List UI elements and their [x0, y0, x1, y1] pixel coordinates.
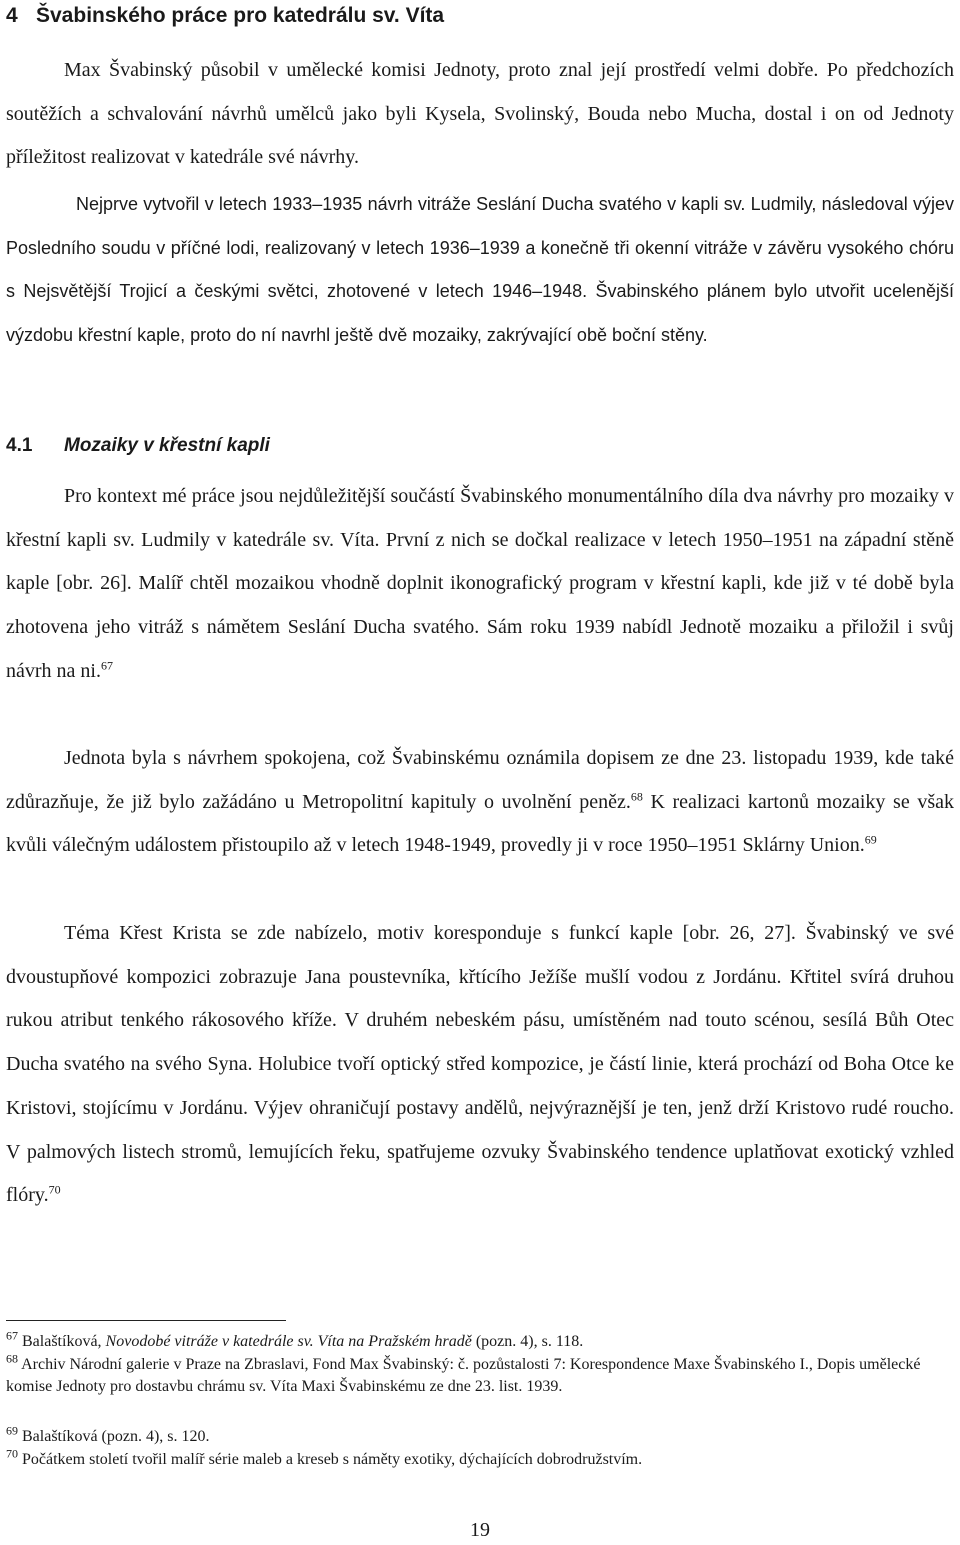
- paragraph-jednota: [6, 737, 954, 868]
- footnote-text: Počátkem století tvořil malíř série maleb a kreseb s náměty exotiky, dýchajících dobrodružstvím.: [18, 1451, 643, 1468]
- footnote-text: Archiv Národní galerie v Praze na Zbraslavi, Fond Max Švabinský: č. pozůstalosti 7: Korespondence Maxe Švabinského I., Dopis umělecké komise Jednoty pro dostavbu chrámu sv. Víta Maxi Švabinskému ze dne 23. list. 1939.: [6, 1356, 921, 1395]
- section-title: Mozaiky v křestní kapli: [64, 435, 270, 456]
- footnote-69: [6, 1423, 954, 1448]
- section-number: 4.1: [6, 435, 33, 456]
- footnote-ref-68: 68: [630, 789, 643, 804]
- footnote-text: Balaštíková,: [18, 1333, 106, 1350]
- footnote-67: [6, 1328, 954, 1353]
- footnote-number: 68: [6, 1351, 18, 1366]
- footnote-68: [6, 1351, 954, 1398]
- page-number: 19: [470, 1519, 490, 1541]
- footnote-title: Novodobé vitráže v katedrále sv. Víta na Pražském hradě: [105, 1333, 472, 1350]
- section-heading: [6, 433, 270, 459]
- chapter-number: 4: [6, 4, 18, 27]
- paragraph-jednota-text-a: Jednota byla s návrhem spokojena, což Švabinskému oznámila dopisem ze dne 23. listopadu 1939, kde také zdůrazňuje, že již bylo zažádáno u Metropolitní kapituly o uvolnění peněz.: [6, 747, 954, 813]
- footnote-70: [6, 1446, 954, 1471]
- chapter-title: Švabinského práce pro katedrálu sv. Víta: [36, 4, 445, 27]
- paragraph-intro: Max Švabinský působil v umělecké komisi Jednoty, proto znal její prostředí velmi dobře. Po předchozích soutěžích a schvalování návrhů umělců jako byli Kysela, Svolinský, Bouda nebo Mucha, dostal i on od Jednoty příležitost realizovat v katedrále své návrhy.: [6, 59, 954, 169]
- footnote-number: 70: [6, 1446, 18, 1461]
- footnote-number: 67: [6, 1328, 18, 1343]
- paragraph-jednota-text-b: K realizaci kartonů mozaiky se však kvůli válečným událostem přistoupilo až v letech 1948-1949, provedly ji v roce 1950–1951 Sklárny Union.: [6, 790, 954, 857]
- footnote-ref-67: 67: [100, 658, 113, 673]
- footnote-ref-69: 69: [864, 832, 877, 847]
- paragraph-baptism-text: Téma Křest Krista se zde nabízelo, motiv koresponduje s funkcí kaple [obr. 26, 27]. Švabinský ve své dvoustupňové kompozici zobrazuje Jana poustevníka, křtícího Ježíše mušlí vodou z Jordánu. Křtitel svírá druhou rukou atribut tenkého rákosového kříže. V druhém nebeském pásu, umístěném nad touto scénou, sesílá Bůh Otec Ducha svatého na svého Syna. Holubice tvoří optický střed kompozice, je částí linie, která prochází od Boha Otce ke Kristovi, stojícímu v Jordánu. Výjev ohraničují postavy andělů, nejvýraznější je ten, jenž drží Kristovo rudé roucho. V palmových listech stromů, lemujících řeku, spatřujeme ozvuky Švabinského tendence uplatňovat exotický vzhled flóry.: [6, 922, 954, 1207]
- paragraph-mosaics: [6, 475, 954, 694]
- paragraph-baptism: [6, 912, 954, 1218]
- paragraph-works: Nejprve vytvořil v letech 1933–1935 návrh vitráže Seslání Ducha svatého v kapli sv. Ludmily, následoval výjev Posledního soudu v příčné lodi, realizovaný v letech 1936–1939 a konečně tři okenní vitráže v závěru vysokého chóru s Nejsvětější Trojicí a českými světci, zhotovené v letech 1946–1948. Švabinského plánem bylo utvořit ucelenější výzdobu křestní kaple, proto do ní navrhl ještě dvě mozaiky, zakrývající obě boční stěny.: [6, 194, 954, 346]
- footnote-text: (pozn. 4), s. 118.: [471, 1333, 584, 1350]
- footnote-text: Balaštíková (pozn. 4), s. 120.: [18, 1428, 210, 1445]
- footnote-divider: [6, 1320, 286, 1321]
- paragraph-mosaics-text: Pro kontext mé práce jsou nejdůležitější součástí Švabinského monumentálního díla dva návrhy pro mozaiky v křestní kapli sv. Ludmily v katedrále sv. Víta. První z nich se dočkal realizace v letech 1950–1951 na západní stěně kaple [obr. 26]. Malíř chtěl mozaikou vhodně doplnit ikonografický program v křestní kapli, kde již v té době byla zhotovena jeho vitráž s námětem Seslání Ducha svatého. Sám roku 1939 nabídl Jednotě mozaiku a přiložil i svůj návrh na ni.: [6, 485, 954, 682]
- chapter-heading: [6, 2, 444, 30]
- footnote-ref-70: 70: [48, 1182, 61, 1197]
- footnote-number: 69: [6, 1423, 18, 1438]
